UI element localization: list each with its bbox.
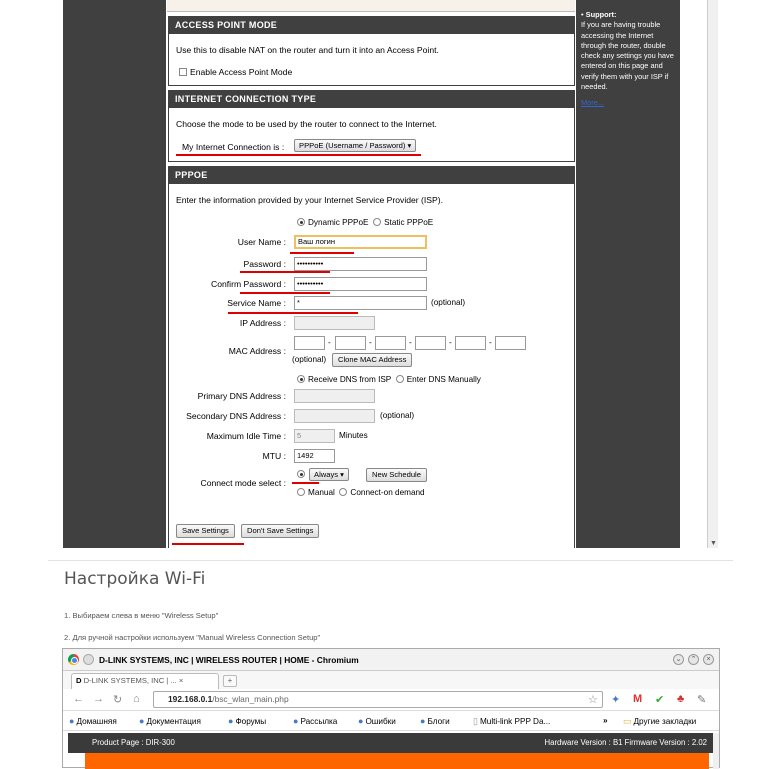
- manual-radio[interactable]: [297, 488, 305, 496]
- connect-mode-label: Connect mode select :: [200, 478, 286, 488]
- other-bookmarks[interactable]: [623, 716, 696, 727]
- dlink-favicon-icon: D: [76, 676, 82, 685]
- connection-type-select[interactable]: PPPoE (Username / Password) ▾: [294, 139, 416, 152]
- section-desc: Enter the information provided by your Internet Service Provider (ISP).: [176, 195, 444, 205]
- bookmark-label: Блоги: [427, 717, 450, 726]
- more-link[interactable]: More...: [581, 98, 604, 108]
- mac-separator: -: [409, 338, 412, 347]
- scroll-down-icon[interactable]: ▼: [710, 540, 717, 547]
- radio-label: Connect-on demand: [350, 488, 425, 497]
- annotation-underline: [292, 482, 319, 484]
- support-text: If you are having trouble accessing the Internet through the router, double check any settings you have entered on this page and verify them with your ISP if needed.: [581, 20, 674, 92]
- bookmark-label: Домашняя: [76, 717, 117, 726]
- bookmark-item[interactable]: [228, 716, 266, 726]
- gmail-icon[interactable]: M: [633, 693, 643, 705]
- bookmarks-overflow-icon[interactable]: »: [603, 716, 608, 725]
- home-icon[interactable]: ⌂: [133, 693, 140, 705]
- mac-separator: -: [449, 338, 452, 347]
- section-header: INTERNET CONNECTION TYPE: [169, 91, 574, 108]
- left-nav-panel: [63, 0, 166, 548]
- reload-icon[interactable]: ↻: [113, 694, 123, 706]
- mac-octet-field[interactable]: [335, 336, 366, 350]
- bookmark-label: Рассылка: [300, 717, 338, 726]
- router-header-bar: [68, 733, 713, 753]
- mac-octet-field[interactable]: [294, 336, 325, 350]
- bookmark-label: Другие закладки: [633, 717, 697, 726]
- mac-octet-field[interactable]: [495, 336, 526, 350]
- back-icon[interactable]: ←: [73, 693, 84, 705]
- mac-address-label: MAC Address :: [228, 346, 286, 356]
- enable-ap-checkbox[interactable]: [179, 68, 187, 76]
- mac-separator: -: [328, 338, 331, 347]
- annotation-underline: [176, 154, 421, 156]
- static-pppoe-radio[interactable]: [373, 218, 381, 226]
- maximize-icon[interactable]: ⌃: [688, 654, 699, 665]
- annotation-underline: [240, 271, 330, 273]
- confirm-password-label: Confirm Password :: [211, 279, 286, 289]
- ip-address-label: IP Address :: [239, 318, 286, 328]
- step-1: 1. Выбираем слева в меню "Wireless Setup": [64, 611, 219, 620]
- secondary-dns-field[interactable]: [294, 409, 375, 423]
- bookmark-item[interactable]: [358, 716, 396, 726]
- password-label: Password :: [243, 259, 286, 269]
- primary-dns-label: Primary DNS Address :: [197, 391, 286, 401]
- schedule-select[interactable]: Always ▾: [309, 468, 349, 481]
- navigation-bar: [63, 689, 719, 711]
- address-bar[interactable]: [153, 691, 603, 708]
- globe-icon: ●: [293, 716, 299, 726]
- bookmark-item[interactable]: [69, 716, 117, 726]
- mac-octet-field[interactable]: [415, 336, 446, 350]
- bookmark-label: Форумы: [235, 717, 267, 726]
- annotation-underline: [228, 312, 358, 314]
- mac-separator: -: [369, 338, 372, 347]
- bookmarks-bar: [63, 711, 719, 731]
- dynamic-pppoe-radio[interactable]: [297, 218, 305, 226]
- annotation-underline: [290, 252, 354, 254]
- annotation-underline: [240, 292, 330, 294]
- star-icon[interactable]: ☆: [588, 694, 598, 706]
- new-schedule-button[interactable]: New Schedule: [366, 468, 427, 482]
- bookmark-item[interactable]: [420, 716, 450, 726]
- service-name-label: Service Name :: [227, 298, 286, 308]
- mac-separator: -: [489, 338, 492, 347]
- url-host: 192.168.0.1: [168, 694, 213, 704]
- browser-scrollbar[interactable]: [713, 733, 719, 769]
- pppoe-type-row: [297, 218, 433, 227]
- mac-octet-field[interactable]: [455, 336, 486, 350]
- radio-label: Enter DNS Manually: [406, 375, 481, 384]
- support-panel: • Support: If you are having trouble accessing the Internet through the router, double check any settings you have entered on this page and verify them with your ISP if needed. More...: [580, 0, 680, 548]
- bookmark-item[interactable]: [293, 716, 337, 726]
- select-value: Always: [314, 470, 339, 479]
- connect-mode-row: [297, 488, 425, 497]
- check-icon[interactable]: ✔: [655, 694, 665, 706]
- checkbox-label: Enable Access Point Mode: [190, 67, 293, 77]
- dns-mode-row: [297, 375, 481, 384]
- always-radio[interactable]: [297, 470, 305, 478]
- idle-unit: Minutes: [339, 431, 368, 440]
- bookmark-label: Multi-link PPP Da...: [479, 717, 551, 726]
- browser-window: [62, 648, 720, 768]
- section-desc: Use this to disable NAT on the router and turn it into an Access Point.: [176, 45, 439, 55]
- idle-time-field[interactable]: 5: [294, 429, 335, 443]
- confirm-password-field[interactable]: ••••••••••: [294, 277, 427, 291]
- radio-label: Dynamic PPPoE: [308, 218, 369, 227]
- radio-label: Receive DNS from ISP: [308, 375, 392, 384]
- idle-time-label: Maximum Idle Time :: [206, 431, 286, 441]
- dlink-banner: [85, 753, 709, 769]
- forward-icon[interactable]: →: [93, 693, 104, 705]
- support-title: Support:: [585, 10, 617, 19]
- globe-icon: ●: [358, 716, 364, 726]
- close-icon[interactable]: ×: [703, 654, 714, 665]
- bookmark-label: Документация: [146, 717, 201, 726]
- access-point-section: [168, 16, 575, 86]
- tab-strip: [63, 671, 719, 689]
- extension-icon[interactable]: ✦: [611, 694, 621, 706]
- folder-icon: ▭: [623, 716, 632, 726]
- ap-checkbox-row: [179, 67, 292, 77]
- annotation-underline: [172, 543, 244, 545]
- password-field[interactable]: ••••••••••: [294, 257, 427, 271]
- dont-save-button[interactable]: Don't Save Settings: [241, 524, 319, 538]
- tab-dlink[interactable]: D D-LINK SYSTEMS, INC | ... ×: [71, 673, 219, 689]
- separator: [48, 560, 733, 561]
- bookmark-item[interactable]: [473, 716, 550, 727]
- window-title: D-LINK SYSTEMS, INC | WIRELESS ROUTER | HOME - Chromium: [99, 655, 359, 665]
- primary-dns-field[interactable]: [294, 389, 375, 403]
- radio-label: Static PPPoE: [384, 218, 434, 227]
- radio-label: Manual: [308, 488, 335, 497]
- wrench-icon[interactable]: ✎: [697, 694, 707, 706]
- article-title: Настройка Wi-Fi: [64, 569, 206, 589]
- mac-optional-text: (optional): [292, 355, 327, 364]
- chromium-icon: [68, 654, 79, 665]
- my-connection-label: My Internet Connection is :: [182, 142, 285, 152]
- section-header: ACCESS POINT MODE: [169, 17, 574, 34]
- scrollbar[interactable]: [707, 0, 718, 548]
- globe-icon: ●: [420, 716, 426, 726]
- username-label: User Name :: [237, 237, 286, 247]
- window-menu-icon[interactable]: [83, 654, 94, 665]
- bookmark-item[interactable]: [139, 716, 201, 726]
- title-bar: [63, 649, 719, 671]
- mac-octet-field[interactable]: [375, 336, 406, 350]
- minimize-icon[interactable]: ⌄: [673, 654, 684, 665]
- version-info: Hardware Version : B1 Firmware Version : 2.02: [544, 738, 707, 747]
- secondary-dns-label: Secondary DNS Address :: [186, 411, 286, 421]
- connection-type-section: [168, 90, 575, 162]
- section-header: PPPOE: [169, 167, 574, 184]
- globe-icon: ●: [139, 716, 145, 726]
- new-tab-button[interactable]: +: [223, 675, 237, 687]
- service-name-field[interactable]: *: [294, 296, 427, 310]
- manual-dns-radio[interactable]: [396, 375, 404, 383]
- top-band: [167, 0, 575, 12]
- clone-mac-button[interactable]: Clone MAC Address: [332, 353, 412, 367]
- lastpass-icon[interactable]: ♣: [677, 693, 685, 705]
- ip-address-field[interactable]: [294, 316, 375, 330]
- receive-dns-radio[interactable]: [297, 375, 305, 383]
- optional-text: (optional): [431, 298, 466, 307]
- mtu-field[interactable]: 1492: [294, 449, 335, 463]
- username-field[interactable]: Ваш логин: [294, 235, 427, 249]
- bookmark-label: Ошибки: [365, 717, 396, 726]
- dns-optional-text: (optional): [380, 411, 415, 420]
- mtu-label: MTU :: [262, 451, 286, 461]
- tab-label: D-LINK SYSTEMS, INC | ...: [83, 676, 177, 685]
- section-desc: Choose the mode to be used by the router to connect to the Internet.: [176, 119, 437, 129]
- page-icon: ▯: [473, 716, 478, 726]
- select-value: PPPoE (Username / Password): [299, 141, 406, 150]
- globe-icon: ●: [69, 716, 75, 726]
- save-settings-button[interactable]: Save Settings: [176, 524, 235, 538]
- on-demand-radio[interactable]: [339, 488, 347, 496]
- url-path: /bsc_wlan_main.php: [212, 694, 289, 704]
- step-2: 2. Для ручной настройки используем "Manual Wireless Connection Setup": [64, 633, 321, 642]
- globe-icon: ●: [228, 716, 234, 726]
- product-page: Product Page : DIR-300: [92, 738, 175, 747]
